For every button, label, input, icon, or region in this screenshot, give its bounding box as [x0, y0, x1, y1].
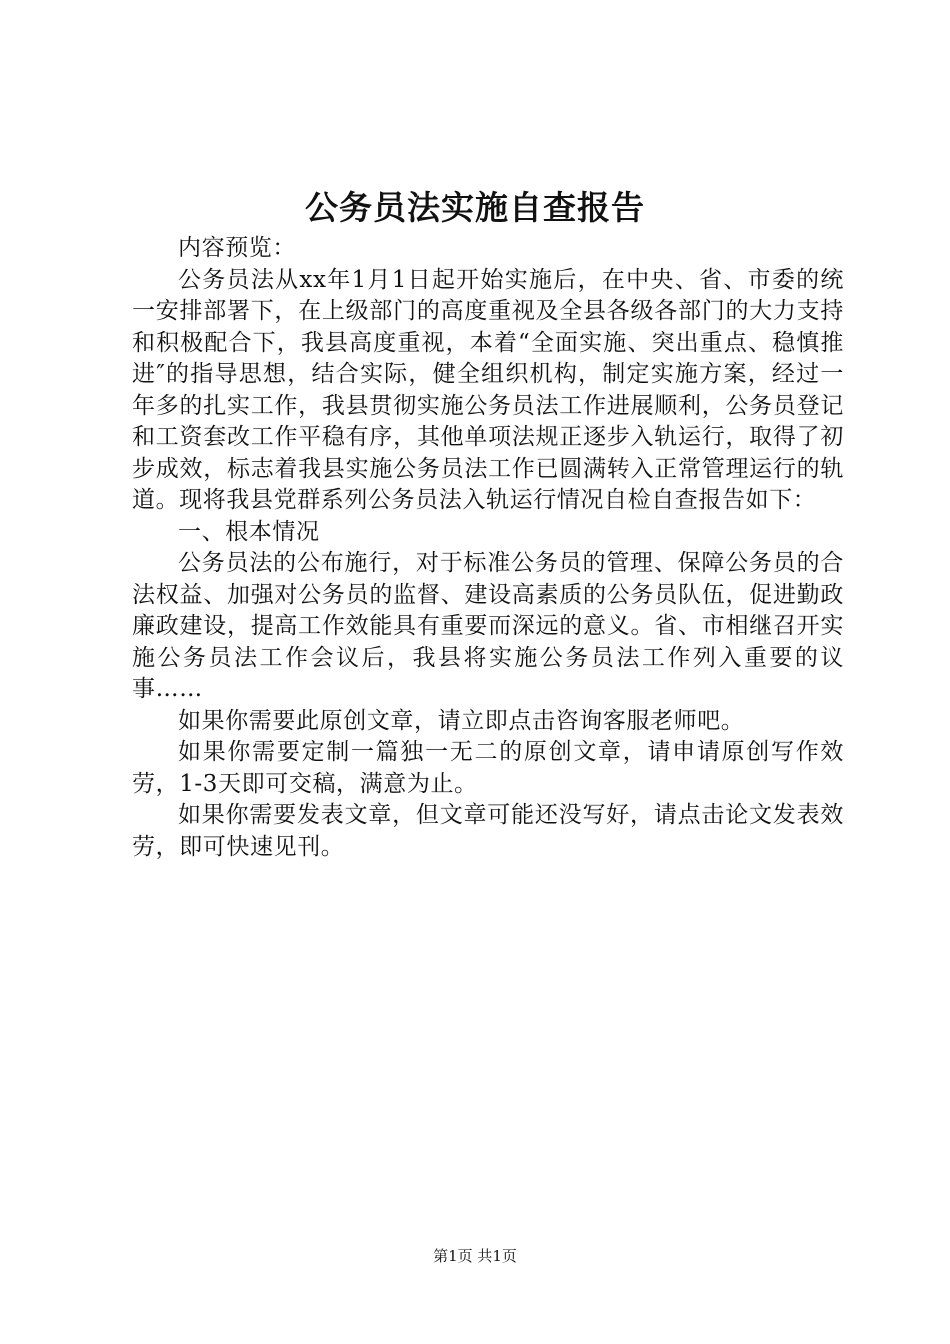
section-heading: 一、根本情况: [178, 518, 320, 545]
section-paragraph: 公务员法的公布施行，对于标准公务员的管理、保障公务员的合法权益、加强对公务员的监督、建设高素质的公务员队伍，促进勤政廉政建设，提高工作效能具有重要而深远的意义。省、市相继召开实施公务员法工作会议后，我县将实施公务员法工作列入重要的议事……: [132, 550, 844, 702]
document-body: [132, 233, 844, 863]
page-total: 共1页: [477, 1247, 517, 1265]
publish-note: 如果你需要发表文章，但文章可能还没写好，请点击论文发表效劳，即可快速见刊。: [132, 802, 844, 860]
intro-paragraph: 公务员法从xx年1月1日起开始实施后，在中央、省、市委的统一安排部署下，在上级部门的高度重视及全县各级各部门的大力支持和积极配合下，我县高度重视，本着“全面实施、突出重点、稳慎推进″的指导思想，结合实际，健全组织机构，制定实施方案，经过一年多的扎实工作，我县贯彻实施公务员法工作进展顺利，公务员登记和工资套改工作平稳有序，其他单项法规正逐步入轨运行，取得了初步成效，标志着我县实施公务员法工作已圆满转入正常管理运行的轨道。现将我县党群系列公务员法入轨运行情况自检自查报告如下：: [132, 266, 844, 513]
document-title: 公务员法实施自查报告: [305, 188, 645, 227]
preview-label: 内容预览：: [178, 235, 296, 261]
custom-writing-note: 如果你需要定制一篇独一无二的原创文章，请申请原创写作效劳，1-3天即可交稿，满意为止。: [132, 739, 844, 797]
page-footer: [0, 1244, 950, 1268]
consult-note: 如果你需要此原创文章，请立即点击咨询客服老师吧。: [178, 707, 745, 734]
page-number: 第1页: [433, 1247, 473, 1265]
